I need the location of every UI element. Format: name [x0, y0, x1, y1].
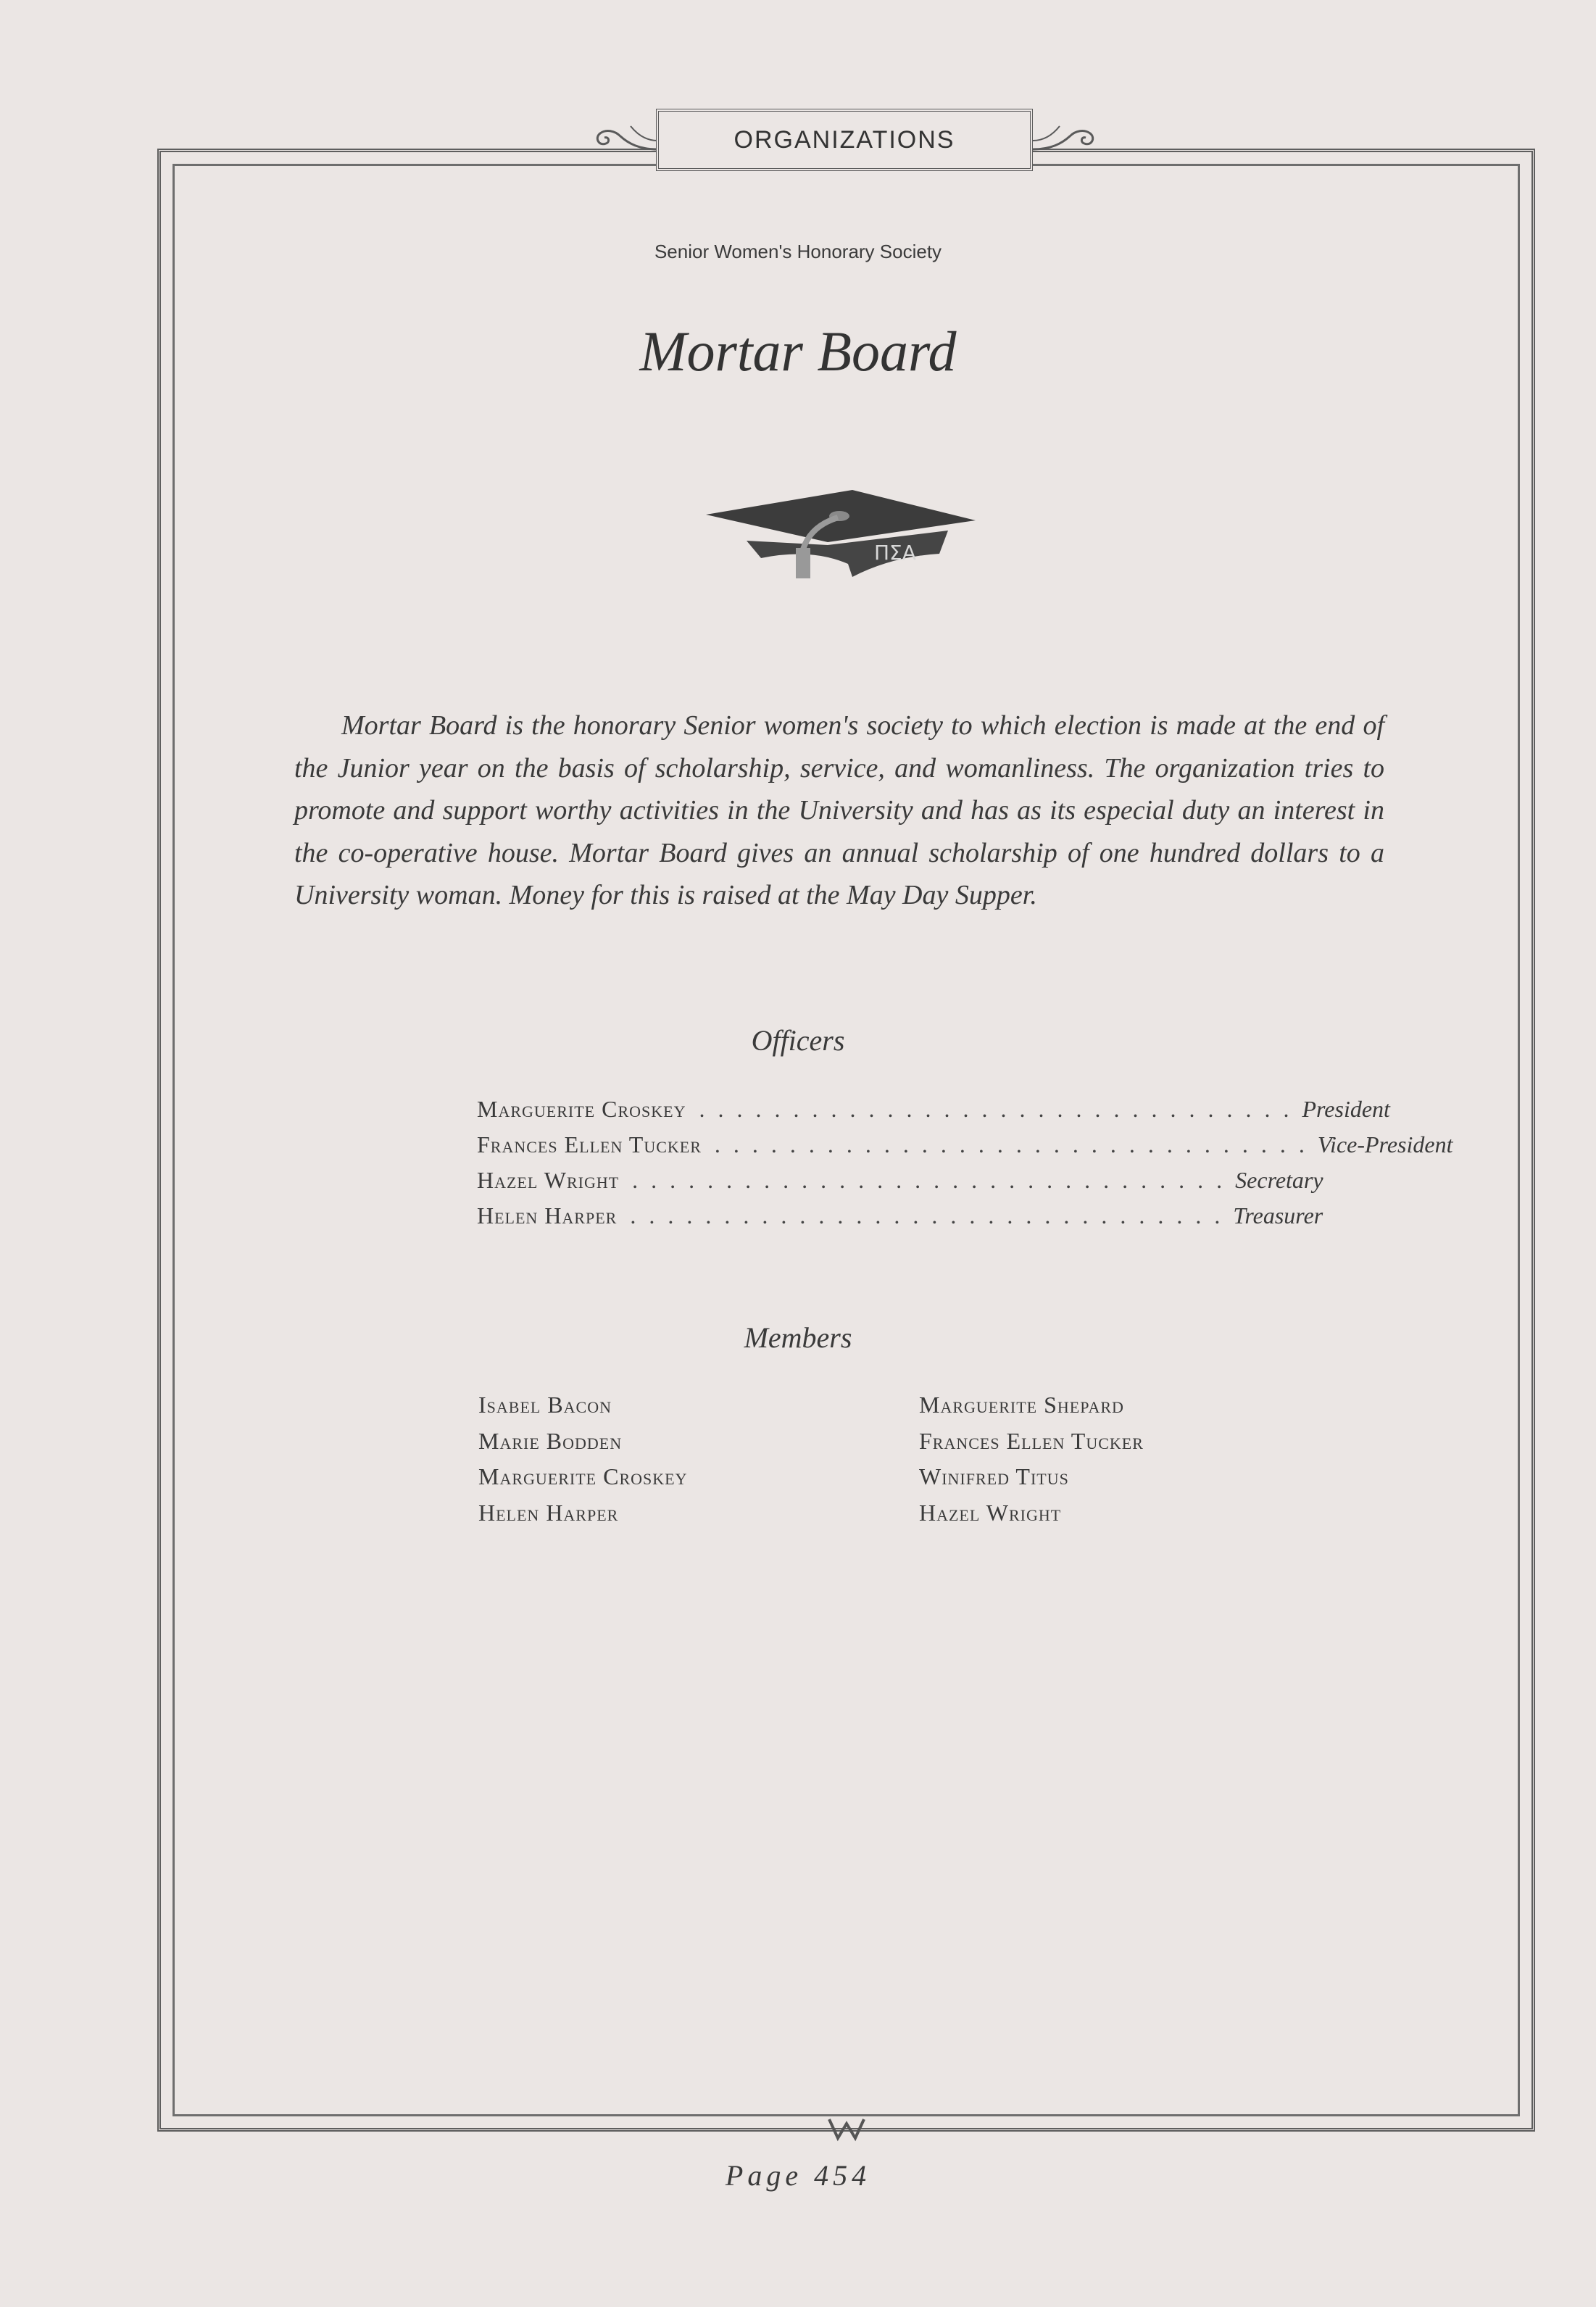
- officer-row: [477, 1096, 1390, 1131]
- member-name: Marguerite Shepard: [919, 1392, 1124, 1418]
- page-subtitle: Senior Women's Honorary Society: [654, 241, 942, 262]
- officers-heading: Officers: [751, 1024, 845, 1057]
- officer-name: Marguerite Croskey: [477, 1096, 686, 1122]
- leader-dots: ................................: [714, 1131, 1318, 1157]
- bottom-w-ornament-icon: [825, 2116, 868, 2141]
- page-number: Page 454: [725, 2159, 871, 2192]
- member-name: Hazel Wright: [919, 1499, 1062, 1526]
- officer-title: Vice-President: [1317, 1131, 1453, 1157]
- members-column-left: [478, 1392, 687, 1535]
- officer-title: Secretary: [1235, 1167, 1323, 1193]
- officer-title: President: [1302, 1096, 1390, 1122]
- members-heading: Members: [744, 1321, 852, 1354]
- officer-row: [477, 1167, 1323, 1202]
- leader-dots: ................................: [632, 1167, 1236, 1193]
- officer-name: Frances Ellen Tucker: [477, 1131, 702, 1157]
- officer-row: [477, 1131, 1453, 1167]
- officer-title: Treasurer: [1233, 1202, 1323, 1229]
- member-name: Helen Harper: [478, 1499, 619, 1526]
- member-name: Winifred Titus: [919, 1463, 1069, 1489]
- members-column-right: [919, 1392, 1144, 1535]
- leader-dots: ................................: [630, 1202, 1234, 1229]
- member-name: Marie Bodden: [478, 1427, 623, 1454]
- officer-name: Helen Harper: [477, 1202, 618, 1229]
- mortarboard-cap-icon: [703, 478, 978, 587]
- description-paragraph: Mortar Board is the honorary Senior women's society to which election is made at the end of the Junior year on the basis of scholarship, service, and womanliness. The organization tries to promote and support worthy activities in the University and has as its especial duty an interest in the co-operative house. Mortar Board gives an annual scholarship of one hundred dollars to a University woman. Money for this is raised at the May Day Supper.: [294, 710, 1384, 910]
- officer-name: Hazel Wright: [477, 1167, 620, 1193]
- section-header-label: ORGANIZATIONS: [733, 125, 955, 154]
- section-header-plaque: [656, 109, 1033, 171]
- leader-dots: ................................: [699, 1096, 1302, 1122]
- member-name: Isabel Bacon: [478, 1392, 612, 1418]
- member-name: Marguerite Croskey: [478, 1463, 688, 1489]
- officers-list: [477, 1096, 1453, 1238]
- left-scroll-ornament-icon: [589, 112, 658, 155]
- officer-row: [477, 1202, 1323, 1238]
- emblem-letters: ΠΣΑ: [874, 541, 916, 565]
- right-scroll-ornament-icon: [1032, 112, 1102, 155]
- page-title: Mortar Board: [639, 320, 957, 383]
- member-name: Frances Ellen Tucker: [919, 1427, 1144, 1454]
